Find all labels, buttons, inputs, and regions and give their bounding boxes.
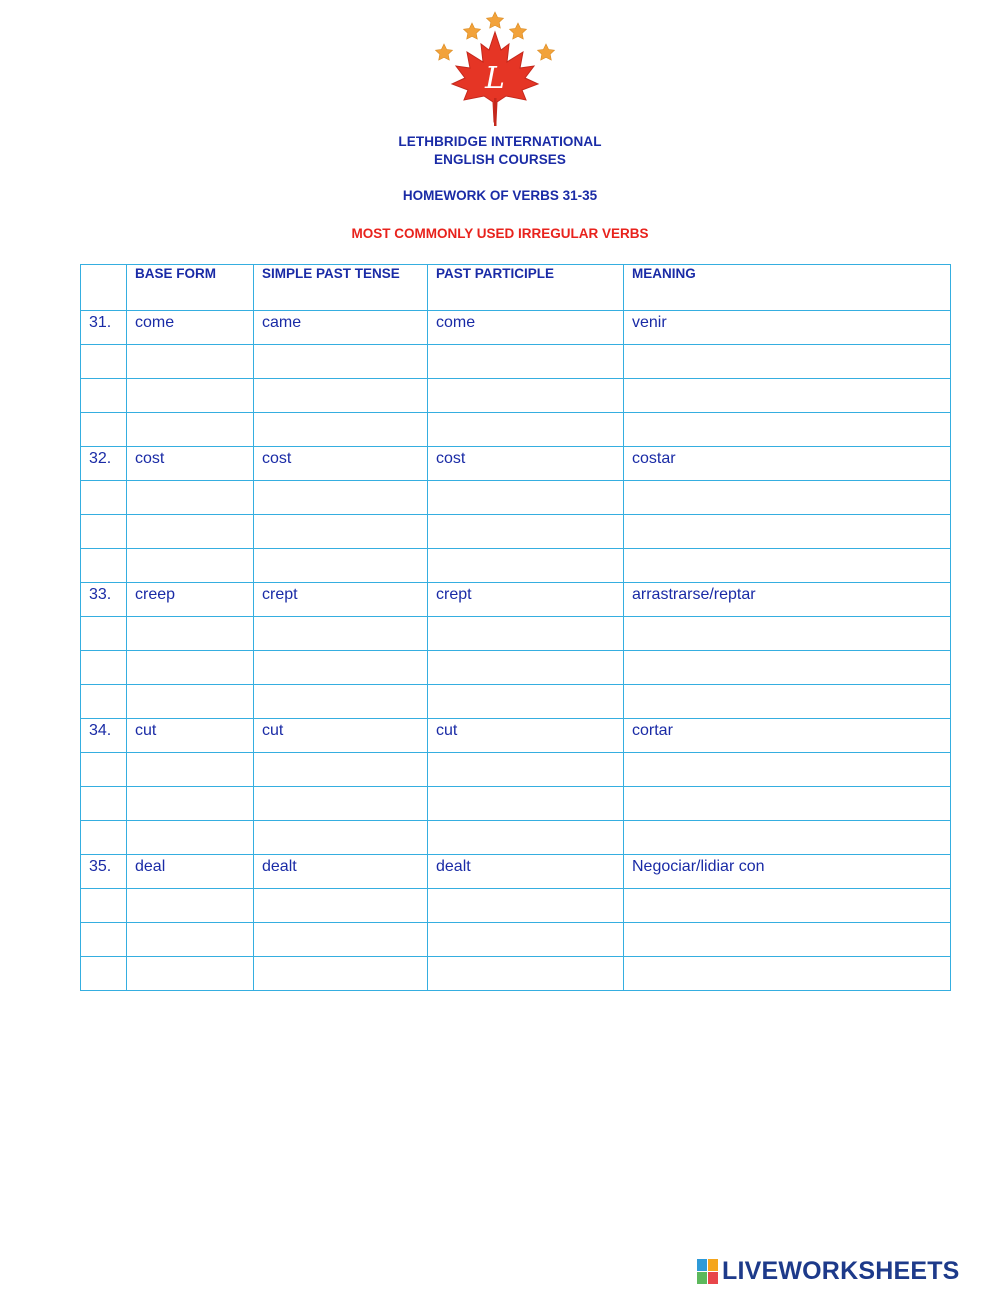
liveworksheets-watermark — [697, 1257, 960, 1285]
answer-row — [81, 345, 951, 379]
answer-input-cell[interactable] — [624, 923, 951, 957]
verb-row — [81, 855, 951, 889]
answer-input-cell[interactable] — [127, 481, 254, 515]
answer-input-cell[interactable] — [428, 821, 624, 855]
subtitle: MOST COMMONLY USED IRREGULAR VERBS — [351, 226, 649, 241]
answer-input-cell[interactable] — [428, 515, 624, 549]
answer-input-cell[interactable] — [428, 753, 624, 787]
answer-input-cell[interactable] — [254, 617, 428, 651]
answer-input-cell[interactable] — [254, 345, 428, 379]
answer-row — [81, 787, 951, 821]
answer-number-cell — [81, 787, 127, 821]
verb-meaning: cortar — [624, 719, 951, 753]
answer-input-cell[interactable] — [127, 549, 254, 583]
answer-input-cell[interactable] — [254, 957, 428, 991]
verb-number: 34. — [81, 719, 127, 753]
answer-number-cell — [81, 957, 127, 991]
liveworksheets-logo-icon — [697, 1259, 718, 1284]
answer-input-cell[interactable] — [127, 923, 254, 957]
answer-input-cell[interactable] — [254, 651, 428, 685]
maple-leaf-icon — [452, 32, 538, 126]
answer-input-cell[interactable] — [428, 379, 624, 413]
verb-number: 35. — [81, 855, 127, 889]
answer-row — [81, 379, 951, 413]
answer-input-cell[interactable] — [428, 345, 624, 379]
verb-base-form: cost — [127, 447, 254, 481]
answer-number-cell — [81, 345, 127, 379]
answer-input-cell[interactable] — [254, 481, 428, 515]
header-base-form: BASE FORM — [127, 265, 254, 311]
answer-input-cell[interactable] — [428, 549, 624, 583]
answer-input-cell[interactable] — [428, 481, 624, 515]
verbs-table — [80, 264, 951, 991]
verb-row — [81, 583, 951, 617]
answer-input-cell[interactable] — [254, 413, 428, 447]
answer-input-cell[interactable] — [428, 617, 624, 651]
answer-input-cell[interactable] — [624, 889, 951, 923]
answer-input-cell[interactable] — [624, 651, 951, 685]
answer-input-cell[interactable] — [127, 957, 254, 991]
answer-row — [81, 481, 951, 515]
verb-row — [81, 311, 951, 345]
verb-number: 33. — [81, 583, 127, 617]
answer-input-cell[interactable] — [254, 923, 428, 957]
answer-input-cell[interactable] — [428, 787, 624, 821]
verb-meaning: arrastrarse/reptar — [624, 583, 951, 617]
logo-letter: L — [485, 61, 505, 96]
answer-input-cell[interactable] — [127, 685, 254, 719]
answer-number-cell — [81, 379, 127, 413]
answer-row — [81, 515, 951, 549]
answer-number-cell — [81, 923, 127, 957]
answer-number-cell — [81, 685, 127, 719]
school-name-line2: ENGLISH COURSES — [433, 152, 567, 167]
answer-input-cell[interactable] — [254, 685, 428, 719]
verb-past-participle: crept — [428, 583, 624, 617]
answer-input-cell[interactable] — [428, 651, 624, 685]
header-simple-past: SIMPLE PAST TENSE — [254, 265, 428, 311]
answer-input-cell[interactable] — [428, 957, 624, 991]
answer-input-cell[interactable] — [127, 413, 254, 447]
answer-input-cell[interactable] — [624, 685, 951, 719]
answer-input-cell[interactable] — [127, 345, 254, 379]
answer-row — [81, 923, 951, 957]
answer-input-cell[interactable] — [624, 515, 951, 549]
verb-past-participle: come — [428, 311, 624, 345]
answer-input-cell[interactable] — [428, 413, 624, 447]
answer-input-cell[interactable] — [127, 617, 254, 651]
answer-input-cell[interactable] — [254, 379, 428, 413]
answer-input-cell[interactable] — [127, 787, 254, 821]
answer-input-cell[interactable] — [254, 515, 428, 549]
answer-input-cell[interactable] — [127, 753, 254, 787]
verb-past-participle: dealt — [428, 855, 624, 889]
answer-number-cell — [81, 753, 127, 787]
verb-base-form: cut — [127, 719, 254, 753]
answer-input-cell[interactable] — [624, 481, 951, 515]
verb-row — [81, 719, 951, 753]
verb-number: 31. — [81, 311, 127, 345]
answer-input-cell[interactable] — [428, 685, 624, 719]
answer-input-cell[interactable] — [254, 549, 428, 583]
answer-input-cell[interactable] — [624, 787, 951, 821]
answer-input-cell[interactable] — [624, 617, 951, 651]
header-number — [81, 265, 127, 311]
answer-input-cell[interactable] — [624, 413, 951, 447]
verb-meaning: Negociar/lidiar con — [624, 855, 951, 889]
school-name — [0, 133, 1000, 169]
answer-row — [81, 957, 951, 991]
answer-input-cell[interactable] — [428, 889, 624, 923]
verb-row — [81, 447, 951, 481]
answer-number-cell — [81, 413, 127, 447]
answer-number-cell — [81, 821, 127, 855]
answer-input-cell[interactable] — [127, 651, 254, 685]
watermark-text: LIVEWORKSHEETS — [722, 1256, 960, 1285]
table-header-row — [81, 265, 951, 311]
answer-row — [81, 413, 951, 447]
verb-simple-past: crept — [254, 583, 428, 617]
verb-simple-past: cost — [254, 447, 428, 481]
answer-input-cell[interactable] — [624, 549, 951, 583]
answer-input-cell[interactable] — [127, 515, 254, 549]
answer-row — [81, 889, 951, 923]
verb-simple-past: came — [254, 311, 428, 345]
verb-past-participle: cut — [428, 719, 624, 753]
answer-input-cell[interactable] — [254, 889, 428, 923]
verb-base-form: come — [127, 311, 254, 345]
answer-input-cell[interactable] — [624, 345, 951, 379]
answer-input-cell[interactable] — [127, 821, 254, 855]
answer-row — [81, 549, 951, 583]
answer-number-cell — [81, 549, 127, 583]
answer-input-cell[interactable] — [624, 957, 951, 991]
verb-simple-past: dealt — [254, 855, 428, 889]
verb-past-participle: cost — [428, 447, 624, 481]
answer-input-cell[interactable] — [624, 753, 951, 787]
answer-number-cell — [81, 651, 127, 685]
answer-input-cell[interactable] — [127, 889, 254, 923]
homework-title: HOMEWORK OF VERBS 31-35 — [402, 188, 598, 203]
verb-meaning: costar — [624, 447, 951, 481]
verb-meaning: venir — [624, 311, 951, 345]
answer-input-cell[interactable] — [254, 787, 428, 821]
verb-simple-past: cut — [254, 719, 428, 753]
header-meaning: MEANING — [624, 265, 951, 311]
answer-number-cell — [81, 889, 127, 923]
school-logo — [430, 10, 560, 128]
answer-row — [81, 617, 951, 651]
answer-input-cell[interactable] — [624, 821, 951, 855]
answer-number-cell — [81, 481, 127, 515]
answer-number-cell — [81, 617, 127, 651]
verb-base-form: creep — [127, 583, 254, 617]
answer-number-cell — [81, 515, 127, 549]
answer-input-cell[interactable] — [254, 821, 428, 855]
school-name-line1: LETHBRIDGE INTERNATIONAL — [398, 134, 602, 149]
answer-input-cell[interactable] — [624, 379, 951, 413]
answer-input-cell[interactable] — [254, 753, 428, 787]
verb-number: 32. — [81, 447, 127, 481]
answer-row — [81, 651, 951, 685]
header-past-participle: PAST PARTICIPLE — [428, 265, 624, 311]
answer-input-cell[interactable] — [127, 379, 254, 413]
verb-base-form: deal — [127, 855, 254, 889]
answer-row — [81, 753, 951, 787]
answer-row — [81, 821, 951, 855]
answer-row — [81, 685, 951, 719]
answer-input-cell[interactable] — [428, 923, 624, 957]
